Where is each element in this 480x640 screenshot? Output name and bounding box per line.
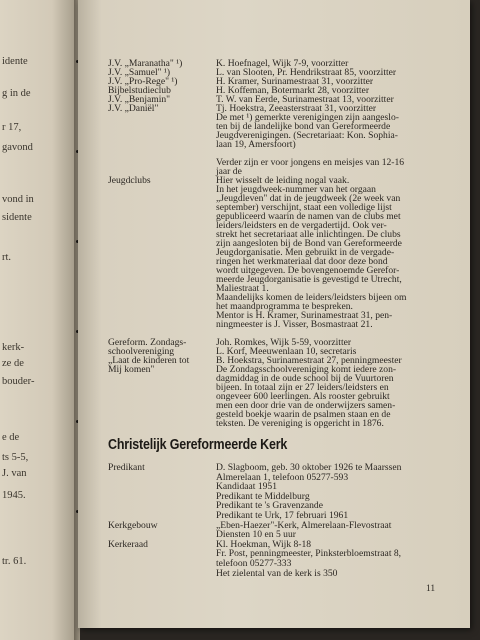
entry-text: ningmeester is J. Visser, Bosmastraat 21.: [216, 319, 373, 330]
entry-label: „Laat de kinderen tot: [108, 355, 190, 366]
left-page-fragment: kerk-: [2, 342, 25, 353]
entry-text: Verder zijn er voor jongens en meisjes van 12-16: [216, 157, 405, 168]
left-page-fragment: sidente: [2, 212, 32, 223]
entry-text: gesteld boekje waarin de psalmen staan en de: [216, 409, 391, 420]
entry-text: ongeveer 600 leerlingen. Als rooster gebruikt: [216, 391, 390, 402]
entry-text: wordt uitgegeven. De bovengenoemde Gerefor-: [216, 265, 400, 276]
entry-label: Bijbelstudieclub: [108, 85, 171, 96]
entry-text: Fr. Post, penningmeester, Pinksterbloemstraat 8,: [216, 548, 402, 560]
left-page-fragment: g in de: [2, 88, 31, 99]
entry-label: J.V. „Maranatha" ¹): [108, 58, 183, 69]
left-page-fragment: ze de: [2, 358, 24, 369]
entry-text: meerde Jeugdorganisatie is gevestigd te Utrecht,: [216, 274, 402, 285]
left-page-fragment: vond in: [2, 194, 34, 205]
page-number: 11: [426, 584, 436, 594]
entry-text: Kandidaat 1951: [216, 481, 278, 493]
entry-text: Hier wisselt de leiding nogal vaak.: [216, 175, 350, 186]
entry-text: D. Slagboom, geb. 30 oktober 1926 te Maarssen: [216, 462, 402, 473]
entry-text: K. Hoefnagel, Wijk 7-9, voorzitter: [216, 58, 349, 69]
entry-text: ten bij de landelijke bond van Gereformeerde: [216, 121, 391, 132]
entry-text: laan 19, Amersfoort): [216, 139, 296, 150]
entry-text: Almerelaan 1, telefoon 05277-593: [216, 471, 349, 483]
entry-label: Kerkgebouw: [108, 519, 158, 531]
entry-text: ringen het werkmateriaal dat door deze bond: [216, 256, 388, 267]
left-page-edge: [0, 0, 74, 640]
section-heading: Christelijk Gereformeerde Kerk: [108, 437, 288, 453]
entry-text: men een door drie van de onderwijzers samen-: [216, 400, 396, 411]
entry-label: Mij komen": [108, 364, 155, 375]
entry-text: september) verschijnt, staat een volledige lijst: [216, 202, 392, 213]
entry-text: leiders/leidsters en de vergadertijd. Ook ver-: [216, 220, 387, 231]
entry-text: Predikant te 's Gravenzande: [216, 500, 323, 512]
left-page-fragment: idente: [2, 56, 28, 67]
entry-text: bijeen. In totaal zijn er 27 leiders/leidsters en: [216, 382, 389, 393]
entry-label: Kerkeraad: [108, 538, 148, 550]
entry-text: telefoon 05277-333: [216, 558, 292, 569]
entry-text: teksten. De vereniging is opgericht in 1876.: [216, 418, 384, 429]
entry-text: H. Kramer, Surinamestraat 31, voorzitter: [216, 76, 374, 87]
entry-text: Het zielental van de kerk is 350: [216, 567, 338, 579]
entry-text: Maliestraat 1.: [216, 283, 269, 294]
entry-text: Mentor is H. Kramer, Surinamestraat 31, pen-: [216, 310, 393, 321]
entry-text: „Jeugdleven" dat in de jeugdweek (2e week van: [216, 193, 401, 204]
entry-text: Kl. Hoekman, Wijk 8-18: [216, 538, 312, 550]
entry-text: De met ¹) gemerkte verenigingen zijn aangeslo-: [216, 112, 399, 123]
document-page: [78, 0, 470, 628]
left-page-fragment: J. van: [2, 468, 27, 479]
entry-text: L. van Slooten, Pr. Hendrikstraat 85, voorzitter: [216, 67, 397, 78]
entry-label: Predikant: [108, 462, 145, 473]
entry-text: Jeugdverenigingen. (Secretariaat: Kon. Sophia-: [216, 130, 398, 141]
entry-text: het maandprogramma te bespreken.: [216, 301, 353, 312]
entry-text: jaar de: [216, 166, 242, 177]
left-page-fragment: 1945.: [2, 490, 26, 501]
entry-text: De Zondagsschoolvereniging komt iedere zon-: [216, 364, 397, 375]
left-page-fragment: e de: [2, 432, 20, 443]
left-page-fragment: r 17,: [2, 122, 22, 133]
entry-text: „Eben-Haezer"-Kerk, Almerelaan-Flevostraat: [216, 519, 392, 531]
entry-label: J.V. „Benjamin": [108, 94, 171, 105]
entry-text: strekt het secretariaat alle inlichtingen. De clubs: [216, 229, 401, 240]
left-page-fragment: bouder-: [2, 376, 35, 387]
left-page-fragment: gavond: [2, 142, 33, 153]
entry-text: gepubliceerd waarin de namen van de clubs met: [216, 211, 401, 222]
entry-text: Predikant te Middelburg: [216, 490, 310, 502]
left-page-fragment: ts 5-5,: [2, 452, 29, 463]
entry-text: zijn aangesloten bij de Bond van Gereformeerde: [216, 238, 402, 249]
entry-label: J.V. „Samuel" ¹): [108, 67, 171, 78]
entry-label: Gereform. Zondags-: [108, 337, 187, 348]
entry-label: J.V. „Daniël": [108, 103, 159, 114]
entry-text: In het jeugdweek-nummer van het orgaan: [216, 184, 376, 195]
entry-text: Maandelijks komen de leiders/leidsters bijeen om: [216, 292, 407, 303]
entry-label: J.V. „Pro-Rege" ¹): [108, 76, 178, 87]
entry-text: Diensten 10 en 5 uur: [216, 529, 296, 541]
entry-label: Jeugdclubs: [108, 175, 151, 186]
left-page-fragment: rt.: [2, 252, 12, 263]
entry-text: T. W. van Eerde, Surinamestraat 13, voorzitter: [216, 94, 394, 105]
entry-text: H. Koffeman, Botermarkt 28, voorzitter: [216, 85, 370, 96]
entry-text: B. Hoekstra, Surinamestraat 27, penningmeester: [216, 355, 402, 366]
entry-text: dagmiddag in de oude school bij de Vuurtoren: [216, 373, 394, 384]
entry-text: Joh. Romkes, Wijk 5-59, voorzitter: [216, 337, 352, 348]
entry-text: Jeugdorganisatie. Men gebruikt in de vergade-: [216, 247, 395, 258]
entry-text: L. Korf, Meeuwenlaan 10, secretaris: [216, 346, 357, 357]
left-page-fragment: tr. 61.: [2, 556, 27, 567]
entry-text: Tj. Hoekstra, Zeeasterstraat 31, voorzitter: [216, 103, 377, 114]
entry-label: schoolvereniging: [108, 346, 175, 357]
entry-text: Predikant te Urk, 17 februari 1961: [216, 510, 349, 521]
